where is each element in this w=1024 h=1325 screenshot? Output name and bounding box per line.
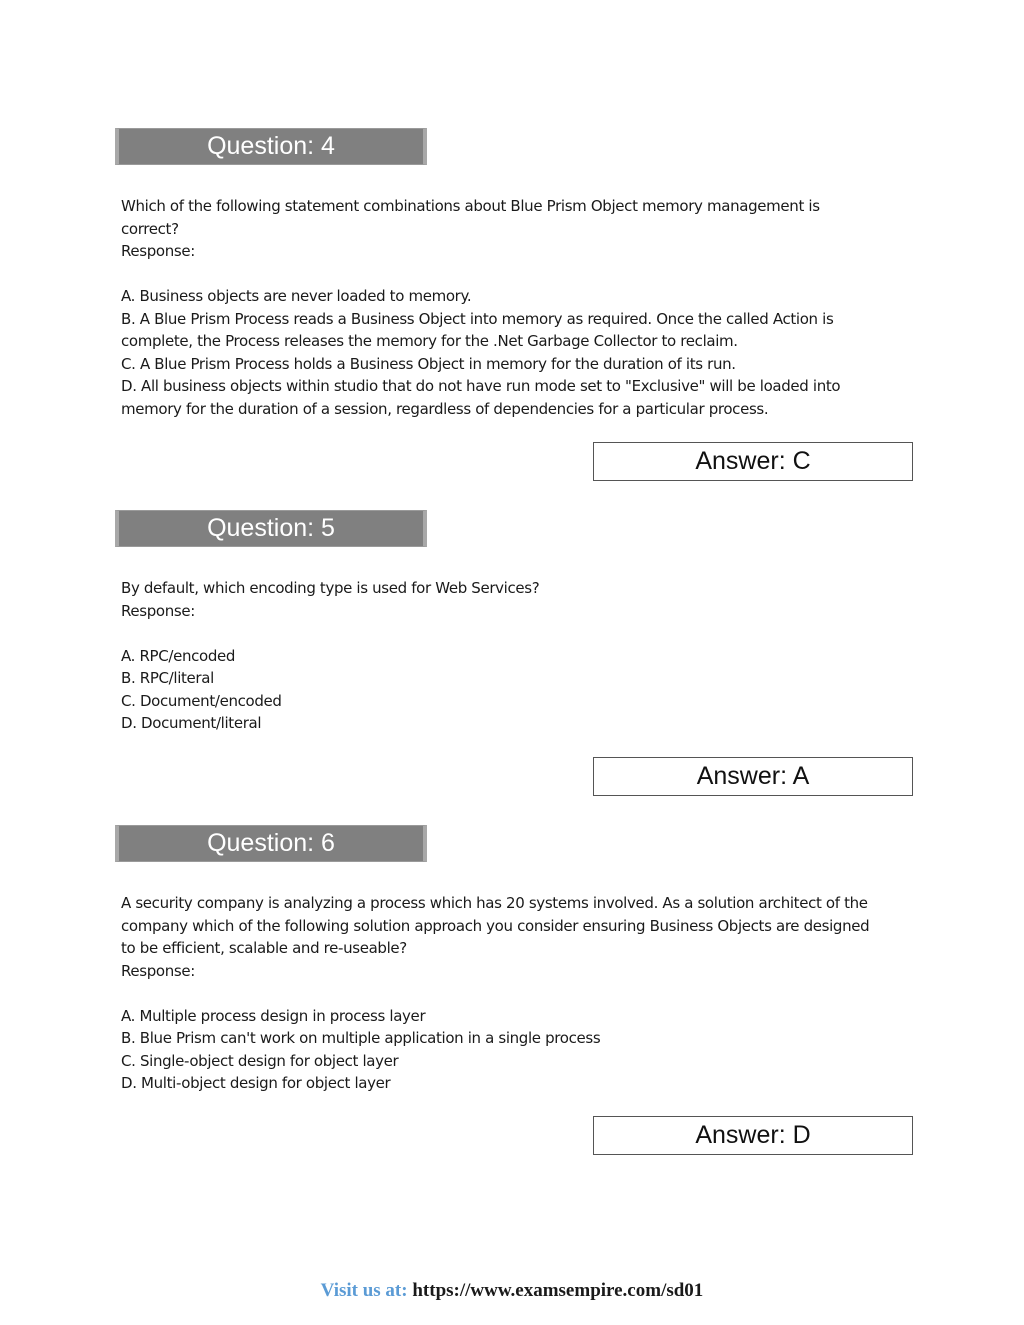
option-line: A. Business objects are never loaded to memory. — [121, 287, 472, 305]
response-label: Response: — [121, 601, 195, 620]
option-line: C. A Blue Prism Process holds a Business Object in memory for the duration of its run. — [121, 354, 736, 373]
question-line: A security company is analyzing a process which has 20 systems involved. As a solution architect of the — [121, 894, 868, 912]
question-line: correct? — [121, 219, 179, 238]
option-line: D. Multi-object design for object layer — [121, 1074, 391, 1092]
question-line: By default, which encoding type is used for Web Services? — [121, 579, 540, 597]
question-text — [121, 892, 911, 1095]
footer-visit-label: Visit us at: — [320, 1280, 408, 1301]
question-line: to be efficient, scalable and re-useable? — [121, 939, 407, 957]
option-line: memory for the duration of a session, regardless of dependencies for a particular process. — [121, 399, 769, 418]
answer-box: Answer: C — [593, 442, 913, 481]
answer-box: Answer: A — [593, 757, 913, 796]
option-line: D. All business objects within studio that do not have run mode set to "Exclusive" will be loaded into — [121, 377, 841, 395]
question-text — [121, 577, 911, 735]
option-line: B. A Blue Prism Process reads a Business Object into memory as required. Once the called Action is — [121, 309, 834, 328]
response-label: Response: — [121, 242, 195, 260]
answer-box: Answer: D — [593, 1116, 913, 1155]
response-label: Response: — [121, 961, 195, 980]
option-line: A. Multiple process design in process layer — [121, 1006, 426, 1025]
question-line: company which of the following solution approach you consider ensuring Business Objects are designed — [121, 916, 870, 935]
page-footer — [0, 1280, 1024, 1302]
option-line: complete, the Process releases the memory for the .Net Garbage Collector to reclaim. — [121, 332, 738, 350]
option-line: C. Single-object design for object layer — [121, 1051, 399, 1070]
option-line: B. RPC/literal — [121, 669, 214, 687]
option-line: B. Blue Prism can't work on multiple application in a single process — [121, 1029, 601, 1047]
question-line: Which of the following statement combinations about Blue Prism Object memory management is — [121, 197, 820, 215]
option-line: C. Document/encoded — [121, 691, 282, 710]
question-text — [121, 195, 911, 420]
question-header: Question: 4 — [115, 128, 427, 165]
question-header: Question: 6 — [115, 825, 427, 862]
option-line: A. RPC/encoded — [121, 646, 236, 665]
footer-url-link[interactable]: https://www.examsempire.com/sd01 — [412, 1280, 704, 1301]
question-header: Question: 5 — [115, 510, 427, 547]
option-line: D. Document/literal — [121, 714, 262, 732]
